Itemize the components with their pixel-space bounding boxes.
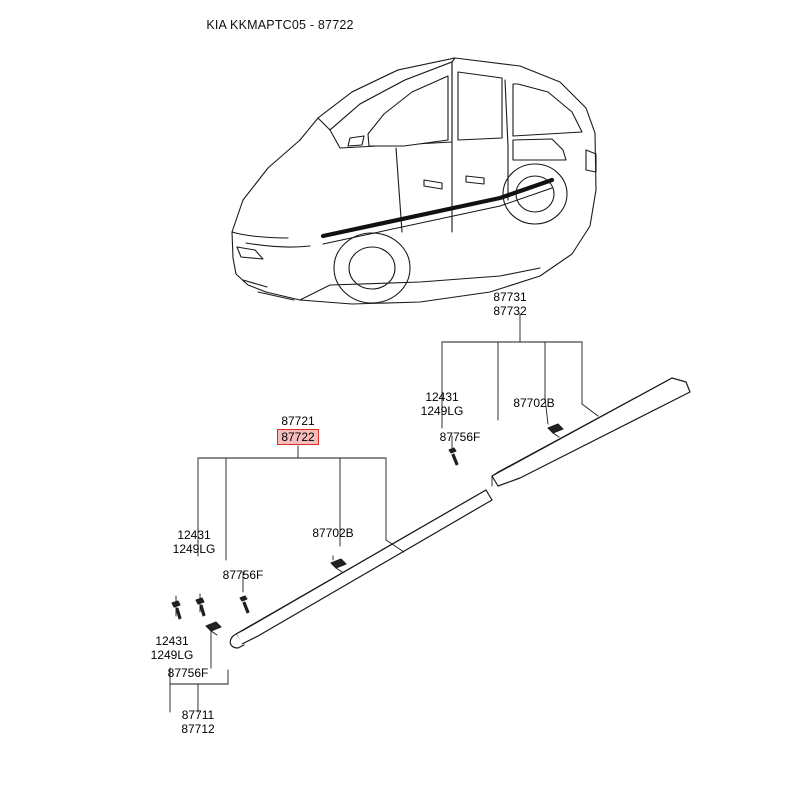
callout-12431-mid xyxy=(156,528,232,556)
label-87732: 87732 xyxy=(493,304,527,318)
callout-87722 xyxy=(262,430,334,444)
label-87711: 87711 xyxy=(181,708,215,722)
label-12431-rear: 12431 xyxy=(425,390,459,404)
label-1249lg-front: 1249LG xyxy=(150,648,194,662)
callout-87702b-rear xyxy=(498,396,570,410)
label-87756f-front: 87756F xyxy=(167,666,209,680)
label-87712: 87712 xyxy=(181,722,215,736)
callout-12431-rear xyxy=(404,390,480,418)
label-12431-mid: 12431 xyxy=(177,528,211,542)
label-87731: 87731 xyxy=(493,290,527,304)
callout-87756f-rear xyxy=(424,430,496,444)
callout-87756f-front xyxy=(152,666,224,680)
page-title: KIA KKMAPTC05 - 87722 xyxy=(206,18,354,32)
label-87722-highlighted: 87722 xyxy=(277,429,318,445)
callout-87731-87732 xyxy=(480,290,540,318)
label-87721: 87721 xyxy=(281,414,315,428)
label-87756f-mid: 87756F xyxy=(222,568,264,582)
callout-87721 xyxy=(262,414,334,428)
label-87702b-front: 87702B xyxy=(312,526,354,540)
label-87756f-rear: 87756F xyxy=(439,430,481,444)
label-1249lg-rear: 1249LG xyxy=(420,404,464,418)
callout-87711-87712 xyxy=(162,708,234,736)
label-87702b-rear: 87702B xyxy=(513,396,555,410)
callout-12431-front xyxy=(134,634,210,662)
label-12431-front: 12431 xyxy=(155,634,189,648)
car-illustration xyxy=(232,58,596,304)
callout-87756f-mid xyxy=(207,568,279,582)
leader-lines xyxy=(167,314,598,712)
label-1249lg-mid: 1249LG xyxy=(172,542,216,556)
callout-87702b-front xyxy=(297,526,369,540)
